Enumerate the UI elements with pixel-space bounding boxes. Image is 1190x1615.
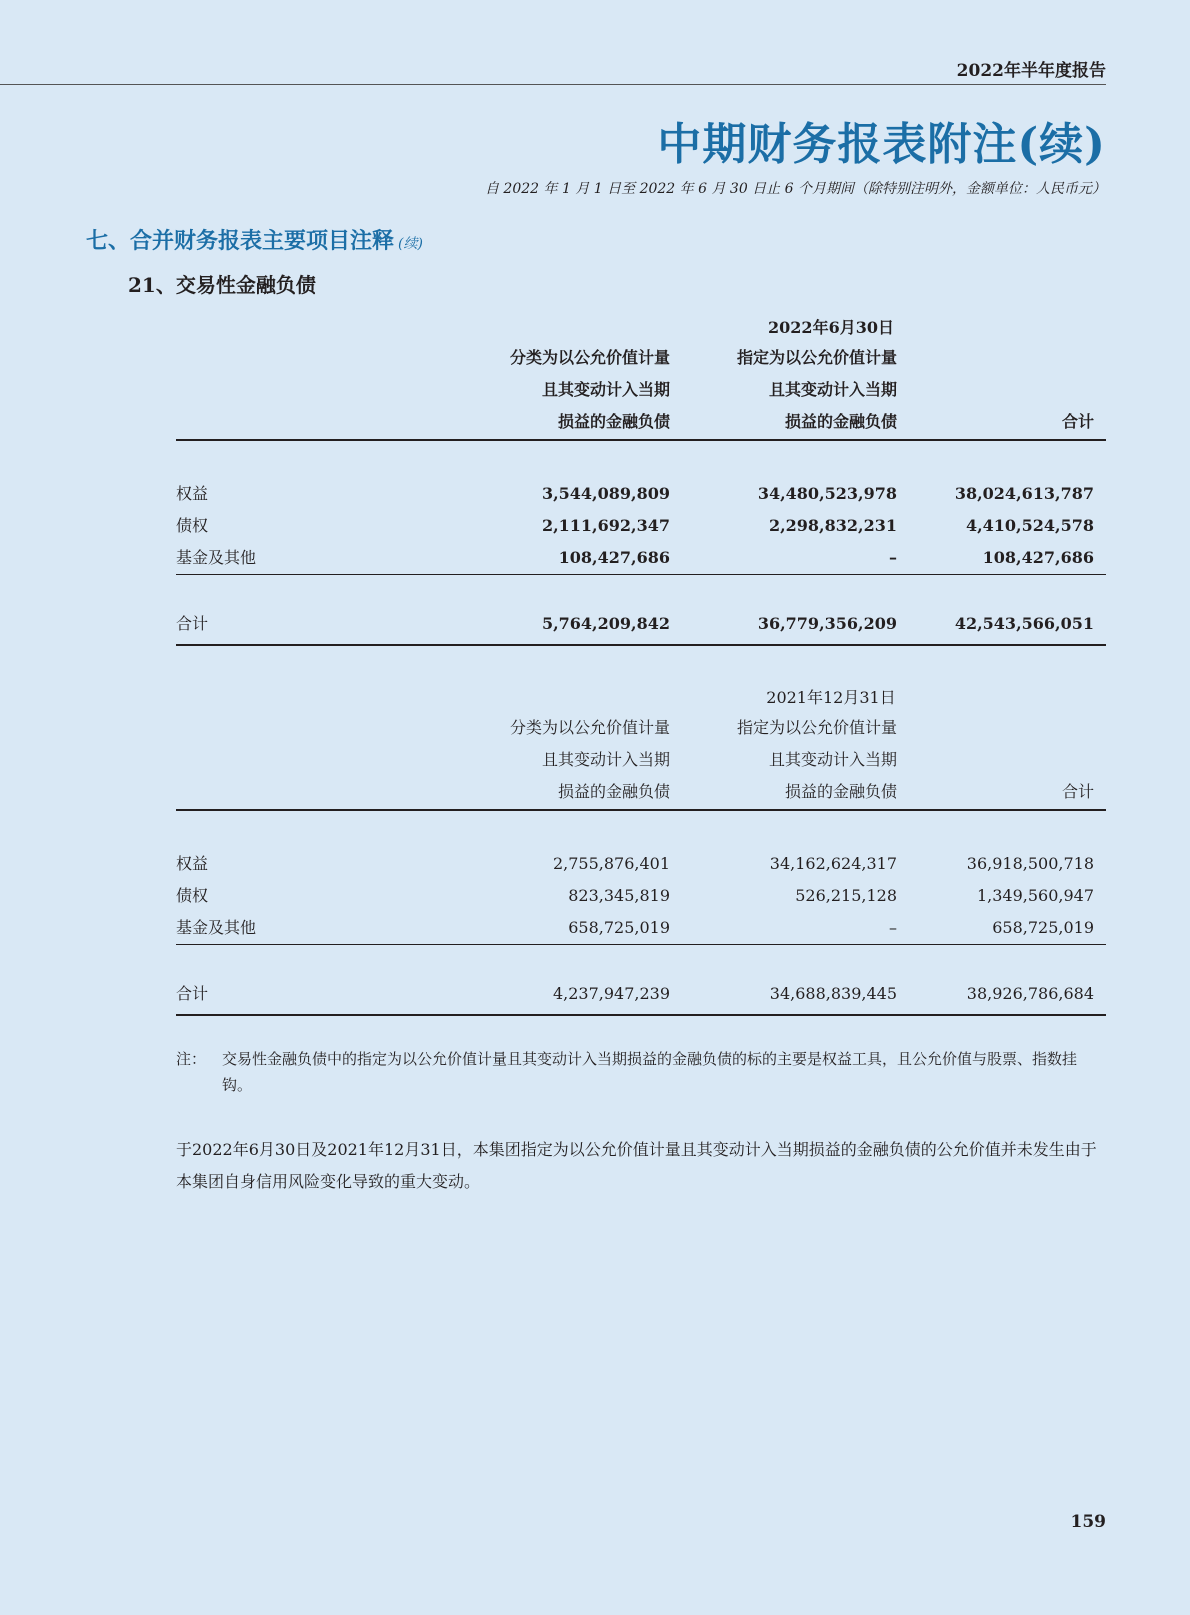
total-rule bbox=[176, 644, 1106, 646]
total-rule bbox=[176, 1014, 1106, 1016]
row-col3: 38,024,613,787 bbox=[954, 484, 1094, 503]
row-col1: 2,111,692,347 bbox=[541, 516, 670, 535]
row-col3: 658,725,019 bbox=[992, 918, 1094, 937]
row-col1: 658,725,019 bbox=[568, 918, 670, 937]
row-col2: – bbox=[889, 548, 897, 567]
row-col1: 108,427,686 bbox=[558, 548, 670, 567]
row-col3: 4,410,524,578 bbox=[965, 516, 1094, 535]
col1-header-line3: 损益的金融负债 bbox=[557, 782, 670, 801]
section-title: 七、合并财务报表主要项目注释 bbox=[86, 228, 395, 254]
section-continued: (续) bbox=[398, 236, 423, 252]
table-row bbox=[176, 510, 1106, 542]
total-col1: 5,764,209,842 bbox=[541, 614, 670, 633]
col2-header-line2: 且其变动计入当期 bbox=[768, 380, 897, 399]
row-label: 基金及其他 bbox=[176, 548, 257, 567]
total-col2: 34,688,839,445 bbox=[769, 984, 897, 1003]
table-row bbox=[176, 542, 1106, 574]
header-rule bbox=[176, 439, 1106, 441]
page-number: 159 bbox=[1070, 1512, 1106, 1532]
table-row bbox=[176, 848, 1106, 880]
row-col2: 34,162,624,317 bbox=[769, 854, 897, 873]
total-label: 合计 bbox=[176, 984, 209, 1003]
col1-header-line2: 且其变动计入当期 bbox=[541, 750, 670, 769]
row-col3: 108,427,686 bbox=[982, 548, 1094, 567]
body-paragraph: 于2022年6月30日及2021年12月31日，本集团指定为以公允价值计量且其变动计入当期损益的金融负债的公允价值并未发生由于本集团自身信用风险变化导致的重大变动。 bbox=[176, 1140, 1097, 1191]
total-col3: 42,543,566,051 bbox=[954, 614, 1094, 633]
total-col2: 36,779,356,209 bbox=[757, 614, 897, 633]
col1-header-line3: 损益的金融负债 bbox=[557, 412, 670, 431]
col1-header-line1: 分类为以公允价值计量 bbox=[509, 348, 670, 367]
table-date: 2022年6月30日 bbox=[768, 318, 894, 337]
period-subtitle: 自 2022 年 1 月 1 日至 2022 年 6 月 30 日止 6 个月期间（除特别注明外，金额单位：人民币元） bbox=[484, 181, 1106, 197]
total-col3: 38,926,786,684 bbox=[966, 984, 1094, 1003]
table-note bbox=[176, 1046, 1106, 1098]
row-col3: 36,918,500,718 bbox=[966, 854, 1094, 873]
col1-header-line2: 且其变动计入当期 bbox=[541, 380, 670, 399]
col2-header-line2: 且其变动计入当期 bbox=[768, 750, 897, 769]
page-title: 中期财务报表附注(续) bbox=[657, 119, 1106, 170]
col2-header-line1: 指定为以公允价值计量 bbox=[736, 348, 897, 367]
total-row bbox=[176, 608, 1106, 640]
col1-header-line1: 分类为以公允价值计量 bbox=[509, 718, 670, 737]
total-label: 合计 bbox=[176, 614, 209, 633]
row-label: 权益 bbox=[176, 854, 209, 873]
col3-header: 合计 bbox=[1061, 412, 1094, 431]
row-col1: 823,345,819 bbox=[568, 886, 670, 905]
note-label: 注： bbox=[176, 1050, 207, 1068]
row-label: 债权 bbox=[176, 516, 209, 535]
total-row bbox=[176, 978, 1106, 1010]
row-col2: 34,480,523,978 bbox=[757, 484, 897, 503]
row-col1: 2,755,876,401 bbox=[552, 854, 670, 873]
table-date: 2021年12月31日 bbox=[766, 688, 896, 707]
row-col3: 1,349,560,947 bbox=[976, 886, 1094, 905]
table-row bbox=[176, 880, 1106, 912]
row-label: 基金及其他 bbox=[176, 918, 257, 937]
col3-header: 合计 bbox=[1061, 782, 1094, 801]
section-heading bbox=[86, 224, 423, 255]
col2-header-line1: 指定为以公允价值计量 bbox=[736, 718, 897, 737]
subsection-title: 21、交易性金融负债 bbox=[128, 273, 316, 297]
table-2021-12-31 bbox=[176, 682, 1106, 1003]
row-col2: – bbox=[889, 918, 897, 937]
header-rule bbox=[176, 809, 1106, 811]
total-col1: 4,237,947,239 bbox=[552, 984, 670, 1003]
note-text: 交易性金融负债中的指定为以公允价值计量且其变动计入当期损益的金融负债的标的主要是权益工具，且公允价值与股票、指数挂钩。 bbox=[222, 1050, 1078, 1094]
col2-header-line3: 损益的金融负债 bbox=[784, 782, 897, 801]
table-2022-06-30 bbox=[176, 312, 1106, 633]
subtotal-rule bbox=[176, 574, 1106, 575]
col2-header-line3: 损益的金融负债 bbox=[784, 412, 897, 431]
header-rule bbox=[0, 84, 1106, 85]
table-row bbox=[176, 478, 1106, 510]
row-label: 债权 bbox=[176, 886, 209, 905]
table-row bbox=[176, 912, 1106, 944]
subtotal-rule bbox=[176, 944, 1106, 945]
row-label: 权益 bbox=[176, 484, 209, 503]
report-title: 2022年半年度报告 bbox=[956, 61, 1106, 81]
row-col2: 526,215,128 bbox=[795, 886, 897, 905]
row-col1: 3,544,089,809 bbox=[541, 484, 670, 503]
row-col2: 2,298,832,231 bbox=[768, 516, 897, 535]
